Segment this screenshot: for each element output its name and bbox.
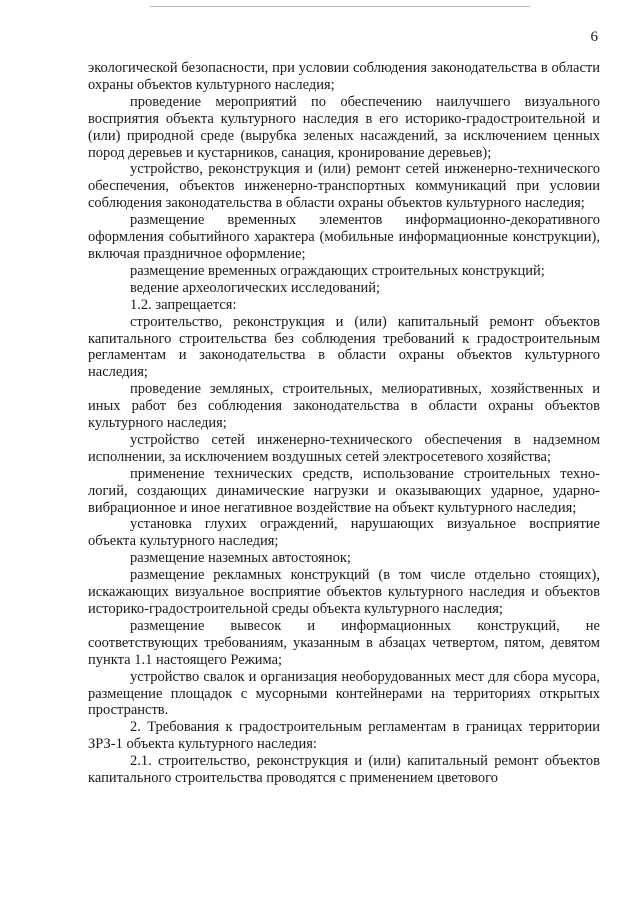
scan-edge-line xyxy=(150,6,530,7)
paragraph: экологической безопасности, при условии соблюдения законодательства в области охраны объектов культурного наследия; xyxy=(88,60,600,93)
paragraph: 2. Требования к градостроительным регламентам в границах территории ЗРЗ-1 объекта культурного наследия: xyxy=(88,719,600,753)
paragraph: ведение археологических исследований; xyxy=(130,279,381,296)
paragraph: размещение временных ограждающих строительных конструкций; xyxy=(130,262,545,279)
paragraph: применение технических средств, использование строительных технологий, создающих динамические нагрузки и оказывающих ударное, ударно-вибрационное и иное негативное воздействие на объект культурного наследия; xyxy=(88,465,600,516)
paragraph: 1.2. запрещается: xyxy=(130,296,237,313)
paragraph: проведение мероприятий по обеспечению наилучшего визуального восприятия объекта культурного наследия в его историко-градостроительной и (или) природной среде (вырубка зеленых насаждений, за исключением ценных пород деревьев и кустарников, санация, кронирование деревьев); xyxy=(88,93,600,161)
paragraph: строительство, реконструкция и (или) капитальный ремонт объектов капитального строительства без соблюдения требований к градостроительным регламентам и законодательства в области охраны объектов культурного наследия; xyxy=(88,313,600,381)
paragraph: размещение рекламных конструкций (в том числе отдельно стоящих), искажающих визуальное восприятие объектов культурного наследия и объектов историко-градостроительной среды объекта культурного наследия; xyxy=(88,567,600,617)
paragraph: 2.1. строительство, реконструкция и (или) капитальный ремонт объектов капитального строительства проводятся с применением цветового xyxy=(88,753,600,787)
document-body xyxy=(88,60,600,787)
paragraph: размещение вывесок и информационных конструкций, не соответствующих требованиям, указанным в абзацах четвертом, пятом, девятом пункта 1.1 настоящего Режима; xyxy=(88,617,600,668)
paragraph: устройство сетей инженерно-технического обеспечения в надземном исполнении, за исключением воздушных сетей электросетевого хозяйства; xyxy=(88,431,600,465)
paragraph: устройство, реконструкция и (или) ремонт сетей инженерно-технического обеспечения, объектов инженерно-транспортных коммуникаций при условии соблюдения законодательства в области охраны объектов культурного наследия; xyxy=(88,161,600,212)
paragraph: устройство свалок и организация необорудованных мест для сбора мусора, размещение площадок с мусорными контейнерами на территориях открытых пространств. xyxy=(88,668,600,719)
paragraph: размещение временных элементов информационно-декоративного оформления событийного характера (мобильные информационные конструкции), включая праздничное оформление; xyxy=(88,212,600,262)
page-number: 6 xyxy=(590,29,598,45)
paragraph: проведение земляных, строительных, мелиоративных, хозяйственных и иных работ без соблюдения законодательства в области охраны объектов культурного наследия; xyxy=(88,381,600,432)
paragraph: установка глухих ограждений, нарушающих визуальное восприятие объекта культурного наследия; xyxy=(88,516,600,550)
paragraph: размещение наземных автостоянок; xyxy=(130,550,351,567)
